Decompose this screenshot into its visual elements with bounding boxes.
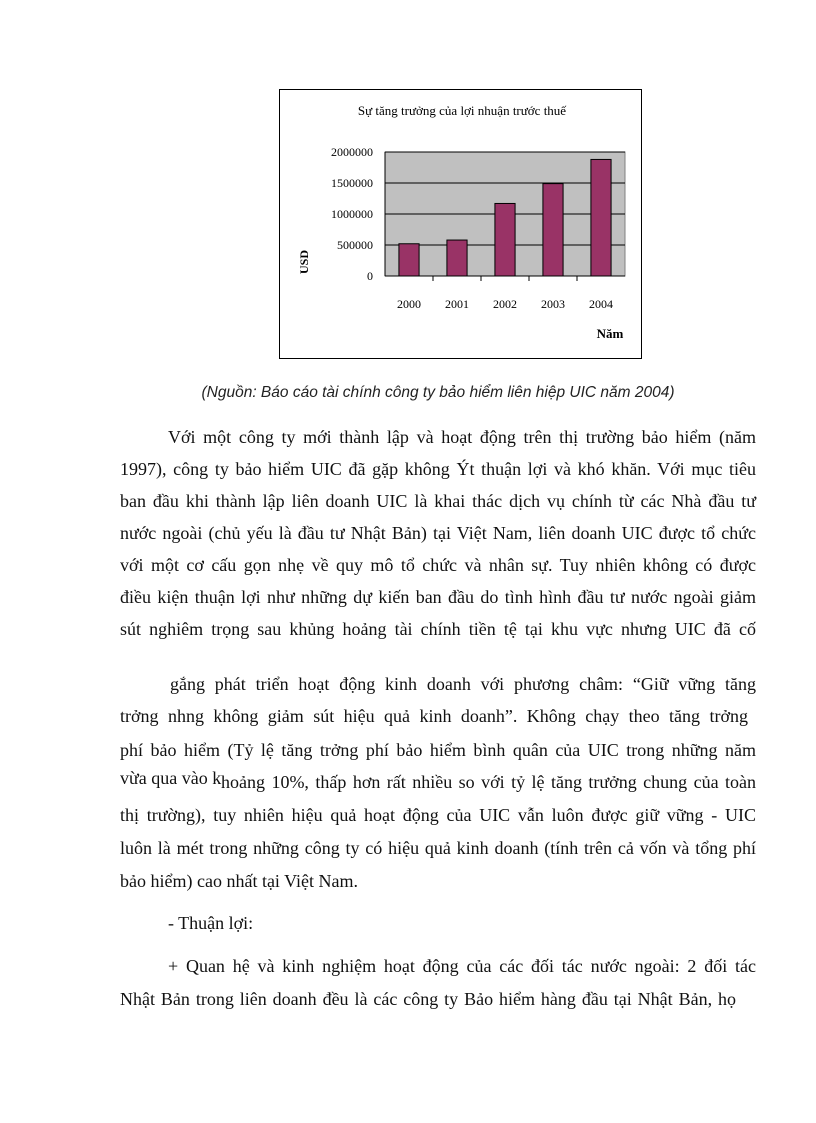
x-tick-label: 2003 [541, 297, 565, 311]
text-line: vừa qua vào k [120, 768, 222, 788]
text-line: với một cơ cấu gọn nhẹ về quy mô tổ chức và nhân sự. Tuy nhiên không có được [120, 555, 756, 575]
bullet-heading-advantages: - Thuận lợi: [168, 913, 254, 933]
profit-bar-chart [280, 90, 641, 358]
text-line: luôn là mét trong những công ty có hiệu quả kinh doanh (tính trên cả vốn và tổng phí [120, 838, 756, 858]
chart-title: Sự tăng trưởng của lợi nhuận trước thuế [357, 103, 567, 118]
text-line: điều kiện thuận lợi như những dự kiến ban đầu do tình hình đầu tư nước ngoài giảm [120, 587, 756, 607]
paragraph-intro [120, 421, 756, 645]
bar-2004 [591, 159, 611, 276]
y-tick-label: 500000 [337, 238, 373, 252]
text-line: hoảng 10%, thấp hơn rất nhiều so với tỷ lệ tăng trưởng chung của toàn [221, 772, 756, 792]
text-line: 1997), công ty bảo hiểm UIC đã gặp không Ýt thuận lợi và khó khăn. Với mục tiêu [120, 459, 756, 479]
bar-2001 [447, 240, 467, 276]
chart-source-caption: (Nguồn: Báo cáo tài chính công ty bảo hiểm liên hiệp UIC năm 2004) [201, 384, 675, 401]
y-tick-label: 1500000 [331, 176, 373, 190]
y-tick-label: 0 [367, 269, 373, 283]
text-line: phí bảo hiểm (Tỷ lệ tăng trởng phí bảo hiểm bình quân của UIC trong những năm [120, 740, 756, 760]
text-line: sút nghiêm trọng sau khủng hoảng tài chính tiền tệ tại khu vực nhưng UIC đã cố [120, 619, 756, 639]
text-line: Nhật Bản trong liên doanh đều là các công ty Bảo hiểm hàng đầu tại Nhật Bản, họ [120, 989, 736, 1009]
text-line: Với một công ty mới thành lập và hoạt động trên thị trường bảo hiểm (năm [168, 427, 756, 447]
plot-area [331, 145, 625, 311]
y-tick-label: 1000000 [331, 207, 373, 221]
text-line: + Quan hệ và kinh nghiệm hoạt động của các đối tác nước ngoài: 2 đối tác [168, 956, 756, 976]
chart-container [279, 89, 642, 359]
bar-2000 [399, 244, 419, 276]
y-axis-label: USD [297, 249, 311, 275]
text-line: ban đầu khi thành lập liên doanh UIC là khai thác dịch vụ chính từ các Nhà đầu tư [120, 491, 756, 511]
x-tick-label: 2004 [589, 297, 613, 311]
y-tick-label: 2000000 [331, 145, 373, 159]
x-tick-label: 2000 [397, 297, 421, 311]
bar-2002 [495, 203, 515, 276]
text-line: thị trường), tuy nhiên hiệu quả hoạt động của UIC vẫn luôn được giữ vững - UIC [120, 805, 756, 825]
x-tick-label: 2001 [445, 297, 469, 311]
bar-2003 [543, 184, 563, 276]
x-tick-label: 2002 [493, 297, 517, 311]
text-line: trởng nhng không giảm sút hiệu quả kinh doanh”. Không chạy theo tăng trởng [120, 706, 748, 726]
x-axis-label: Năm [596, 326, 624, 341]
text-line: gắng phát triển hoạt động kinh doanh với phương châm: “Giữ vững tăng [170, 674, 756, 694]
text-line: nước ngoài (chủ yếu là đầu tư Nhật Bản) tại Việt Nam, liên doanh UIC được tổ chức [120, 523, 756, 543]
text-line: bảo hiểm) cao nhất tại Việt Nam. [120, 871, 359, 891]
